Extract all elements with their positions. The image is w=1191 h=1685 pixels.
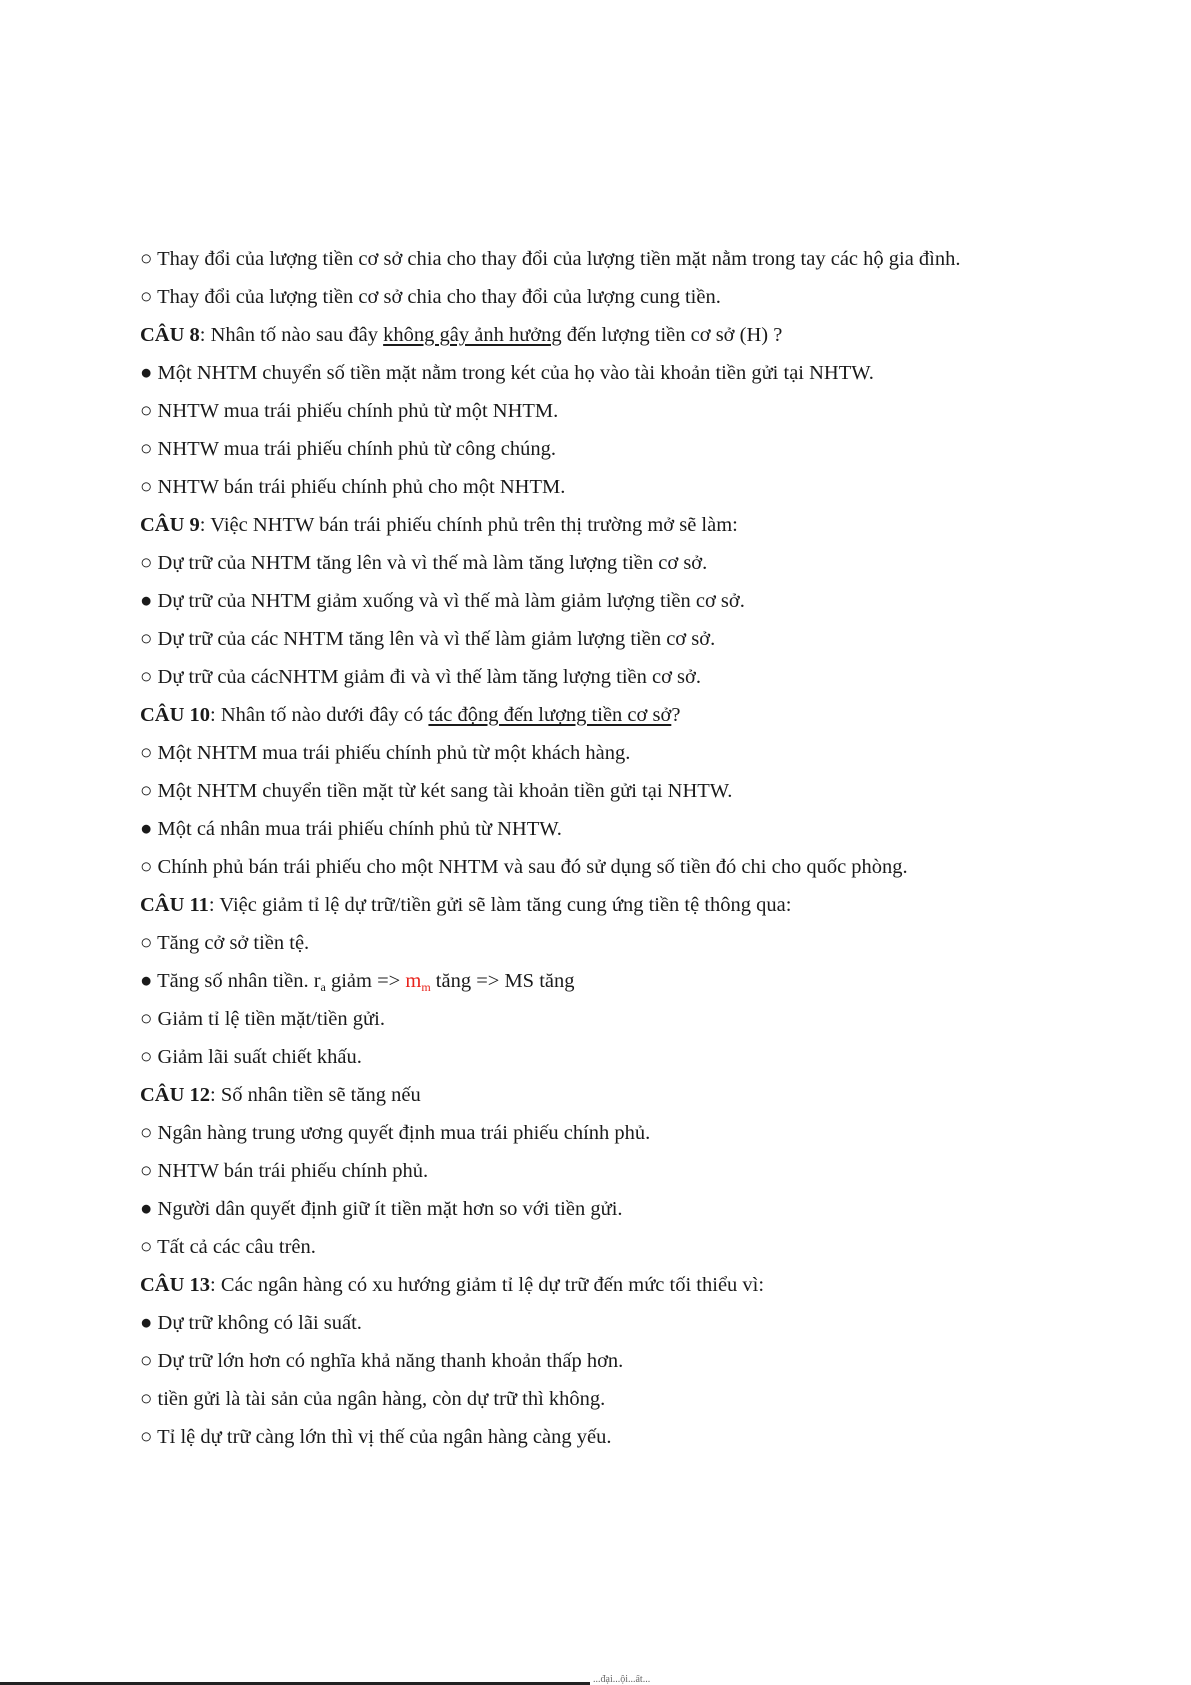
- option-text: Dự trữ của cácNHTM giảm đi và vì thế làm tăng lượng tiền cơ sở.: [157, 666, 701, 688]
- unselected-marker-icon: ○: [140, 1388, 158, 1410]
- question-underlined-text: tác động đến lượng tiền cơ sở: [428, 704, 672, 726]
- answer-option: [140, 928, 1150, 966]
- option-text: Một cá nhân mua trái phiếu chính phủ từ NHTW.: [157, 818, 562, 840]
- answer-option: [140, 548, 1150, 586]
- option-text: Thay đổi của lượng tiền cơ sở chia cho thay đổi của lượng cung tiền.: [157, 286, 721, 308]
- question-number: CÂU 8: [140, 324, 200, 346]
- answer-option: [140, 434, 1150, 472]
- answer-option: [140, 624, 1150, 662]
- option-text: Tăng cở sở tiền tệ.: [157, 932, 310, 954]
- question-text: : Nhân tố nào sau đây: [199, 324, 384, 346]
- answer-option-selected: [140, 814, 1150, 852]
- question-text-tail: đến lượng tiền cơ sở (H) ?: [561, 324, 783, 346]
- unselected-marker-icon: ○: [140, 400, 158, 422]
- question-text: : Nhân tố nào dưới đây có: [210, 704, 429, 726]
- question-text: : Các ngân hàng có xu hướng giảm tỉ lệ dự trữ đến mức tối thiểu vì:: [210, 1274, 765, 1296]
- unselected-marker-icon: ○: [140, 286, 158, 308]
- option-text: NHTW bán trái phiếu chính phủ.: [157, 1160, 429, 1182]
- unselected-marker-icon: ○: [140, 1236, 158, 1258]
- unselected-marker-icon: ○: [140, 856, 158, 878]
- unselected-marker-icon: ○: [140, 552, 158, 574]
- option-text: Chính phủ bán trái phiếu cho một NHTM và sau đó sử dụng số tiền đó chi cho quốc phòng.: [157, 856, 908, 878]
- answer-option: [140, 1422, 1150, 1460]
- selected-marker-icon: ●: [140, 1312, 158, 1334]
- unselected-marker-icon: ○: [140, 1008, 158, 1030]
- answer-option: [140, 852, 1150, 890]
- option-text: Tất cả các câu trên.: [157, 1236, 316, 1258]
- question-text: : Việc giảm tỉ lệ dự trữ/tiền gửi sẽ làm tăng cung ứng tiền tệ thông qua:: [208, 894, 792, 916]
- question-heading: [140, 700, 1150, 738]
- question-number: CÂU 12: [140, 1084, 211, 1106]
- unselected-marker-icon: ○: [140, 1046, 158, 1068]
- answer-option: [140, 244, 1150, 282]
- option-text: Tỉ lệ dự trữ càng lớn thì vị thế của ngân hàng càng yếu.: [157, 1426, 612, 1448]
- question-underlined-text: không gây ảnh hưởng: [383, 324, 562, 346]
- answer-option: [140, 472, 1150, 510]
- answer-option: [140, 1004, 1150, 1042]
- unselected-marker-icon: ○: [140, 1426, 158, 1448]
- unselected-marker-icon: ○: [140, 438, 158, 460]
- unselected-marker-icon: ○: [140, 932, 158, 954]
- answer-option-selected: [140, 586, 1150, 624]
- document-body: [140, 244, 1150, 1460]
- answer-option: [140, 1156, 1150, 1194]
- unselected-marker-icon: ○: [140, 1350, 158, 1372]
- option-text: Tăng số nhân tiền. r: [157, 970, 321, 992]
- option-text: Ngân hàng trung ương quyết định mua trái phiếu chính phủ.: [157, 1122, 651, 1144]
- answer-option: [140, 776, 1150, 814]
- question-text-tail: ?: [671, 704, 681, 726]
- answer-option: [140, 1232, 1150, 1270]
- answer-option-selected: [140, 1194, 1150, 1232]
- unselected-marker-icon: ○: [140, 1160, 158, 1182]
- unselected-marker-icon: ○: [140, 476, 158, 498]
- option-text: Dự trữ lớn hơn có nghĩa khả năng thanh khoản thấp hơn.: [157, 1350, 624, 1372]
- unselected-marker-icon: ○: [140, 628, 158, 650]
- selected-marker-icon: ●: [140, 362, 158, 384]
- option-text: Giảm lãi suất chiết khấu.: [157, 1046, 362, 1068]
- question-text: : Việc NHTW bán trái phiếu chính phủ trên thị trường mở sẽ làm:: [199, 514, 738, 536]
- option-text: Dự trữ của các NHTM tăng lên và vì thế làm giảm lượng tiền cơ sở.: [157, 628, 716, 650]
- answer-option-selected: [140, 358, 1150, 396]
- unselected-marker-icon: ○: [140, 780, 158, 802]
- question-number: CÂU 11: [140, 894, 209, 916]
- subscript: m: [421, 980, 431, 994]
- option-text: NHTW bán trái phiếu chính phủ cho một NHTM.: [157, 476, 566, 498]
- option-text: Thay đổi của lượng tiền cơ sở chia cho thay đổi của lượng tiền mặt nằm trong tay các hộ gia đình.: [157, 248, 961, 270]
- selected-marker-icon: ●: [140, 1198, 158, 1220]
- question-heading: [140, 890, 1150, 928]
- question-heading: [140, 320, 1150, 358]
- option-text: tiền gửi là tài sản của ngân hàng, còn dự trữ thì không.: [157, 1388, 606, 1410]
- selected-marker-icon: ●: [140, 970, 158, 992]
- unselected-marker-icon: ○: [140, 742, 158, 764]
- answer-option: [140, 396, 1150, 434]
- question-heading: [140, 1080, 1150, 1118]
- answer-option: [140, 1118, 1150, 1156]
- question-number: CÂU 10: [140, 704, 211, 726]
- answer-option: [140, 1384, 1150, 1422]
- option-text: NHTW mua trái phiếu chính phủ từ một NHTM.: [157, 400, 559, 422]
- answer-option: [140, 282, 1150, 320]
- option-text: Một NHTM chuyển số tiền mặt nằm trong két của họ vào tài khoản tiền gửi tại NHTW.: [157, 362, 874, 384]
- option-text: Dự trữ của NHTM giảm xuống và vì thế mà làm giảm lượng tiền cơ sở.: [157, 590, 745, 612]
- selected-marker-icon: ●: [140, 818, 158, 840]
- option-text: Một NHTM mua trái phiếu chính phủ từ một khách hàng.: [157, 742, 631, 764]
- option-text: Dự trữ không có lãi suất.: [157, 1312, 362, 1334]
- answer-option-selected: [140, 1308, 1150, 1346]
- unselected-marker-icon: ○: [140, 666, 158, 688]
- question-heading: [140, 1270, 1150, 1308]
- option-text: Một NHTM chuyển tiền mặt từ két sang tài khoản tiền gửi tại NHTW.: [157, 780, 733, 802]
- answer-option: [140, 1042, 1150, 1080]
- question-number: CÂU 9: [140, 514, 200, 536]
- question-heading: [140, 510, 1150, 548]
- unselected-marker-icon: ○: [140, 1122, 158, 1144]
- option-text: Người dân quyết định giữ ít tiền mặt hơn so với tiền gửi.: [157, 1198, 623, 1220]
- unselected-marker-icon: ○: [140, 248, 158, 270]
- answer-option: [140, 738, 1150, 776]
- highlighted-symbol: $m_m$: [405, 970, 431, 994]
- option-text: NHTW mua trái phiếu chính phủ từ công chúng.: [157, 438, 556, 460]
- option-text: Dự trữ của NHTM tăng lên và vì thế mà làm tăng lượng tiền cơ sở.: [157, 552, 708, 574]
- selected-marker-icon: ●: [140, 590, 158, 612]
- option-text: giảm =>: [325, 970, 406, 992]
- answer-option: [140, 662, 1150, 700]
- question-number: CÂU 13: [140, 1274, 211, 1296]
- footer-text: ...đại...ội...ất...: [593, 1675, 651, 1685]
- subscript: a: [320, 980, 326, 994]
- answer-option-selected: [140, 966, 1150, 1004]
- option-text: Giảm tỉ lệ tiền mặt/tiền gửi.: [157, 1008, 385, 1030]
- answer-option: [140, 1346, 1150, 1384]
- question-text: : Số nhân tiền sẽ tăng nếu: [210, 1084, 421, 1106]
- option-text: tăng => MS tăng: [430, 970, 575, 992]
